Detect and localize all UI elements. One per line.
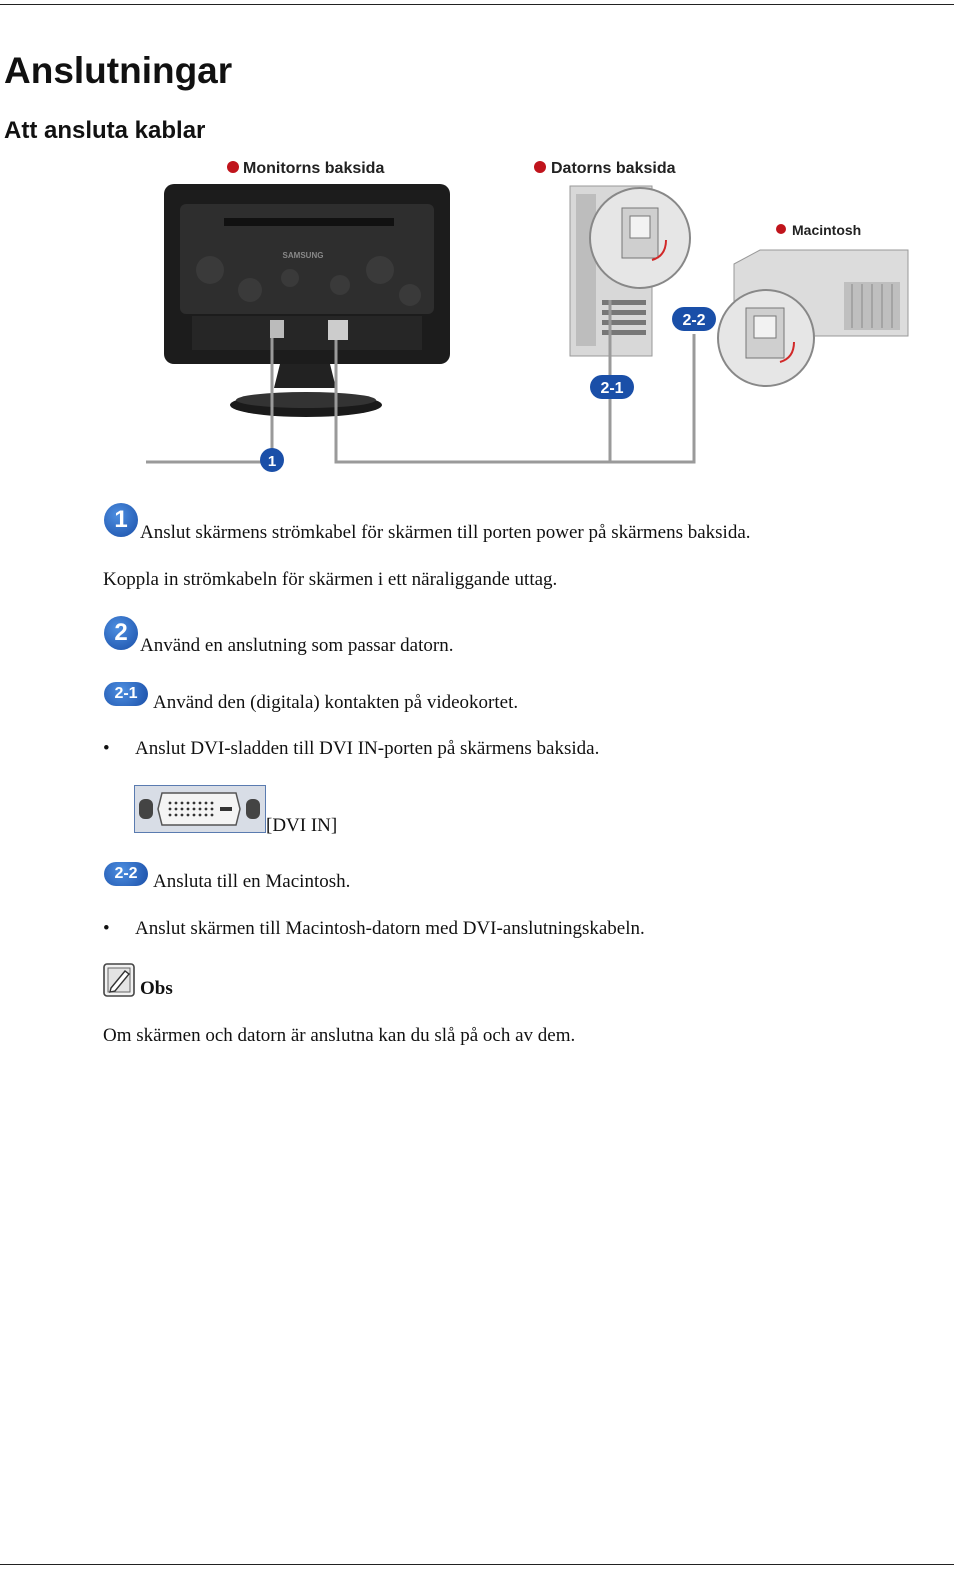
step-2-badge: 2 [104,616,138,650]
label-dot-icon [227,161,239,173]
step-2-1-bullet: Anslut DVI-sladden till DVI IN-porten på skärmens baksida. [135,738,600,759]
monitor-back-label: Monitorns baksida [243,160,385,177]
note-text: Om skärmen och datorn är anslutna kan du slå på och av dem. [103,1025,576,1046]
mac-label: Macintosh [792,222,862,238]
step-2-1-text: Använd den (digitala) kontakten på videokortet. [153,692,519,713]
svg-text:1: 1 [267,453,277,470]
step-1-text: Anslut skärmens strömkabel för skärmen till porten power på skärmens baksida. [140,522,751,543]
step-2-2-text: Ansluta till en Macintosh. [153,871,351,892]
svg-text:2-1: 2-1 [600,380,624,397]
bullet-icon: • [103,738,110,759]
step-2-text: Använd en anslutning som passar datorn. [140,635,454,656]
step-1-badge: 1 [104,503,138,537]
diagram-badge-2-2 [672,307,716,331]
step-2-2-badge: 2-2 [104,862,148,886]
diagram-badge-2-1 [590,375,634,399]
bullet-icon: • [103,918,110,939]
note-icon [103,963,135,997]
top-rule [0,4,954,5]
monitor-rear-illustration [164,184,450,417]
step-2-1-badge: 2-1 [104,682,148,706]
step-1-followup: Koppla in strömkabeln för skärmen i ett näraliggande uttag. [103,569,558,590]
dvi-in-label: [DVI IN] [266,815,338,836]
connection-diagram [140,150,920,480]
page-title: Anslutningar [4,50,233,91]
section-title: Att ansluta kablar [4,117,206,144]
computer-tower-illustration [570,186,690,356]
diagram-badge-1 [260,448,284,472]
macintosh-illustration [718,250,908,386]
monitor-brand: SAMSUNG [282,251,324,260]
label-dot-icon [776,224,786,234]
note-title: Obs [140,978,173,999]
dvi-port-icon [134,785,266,833]
bottom-rule [0,1564,954,1565]
svg-text:2-2: 2-2 [682,312,706,329]
computer-back-label: Datorns baksida [551,160,676,177]
label-dot-icon [534,161,546,173]
step-2-2-bullet: Anslut skärmen till Macintosh-datorn med DVI-anslutningskabeln. [135,918,645,939]
